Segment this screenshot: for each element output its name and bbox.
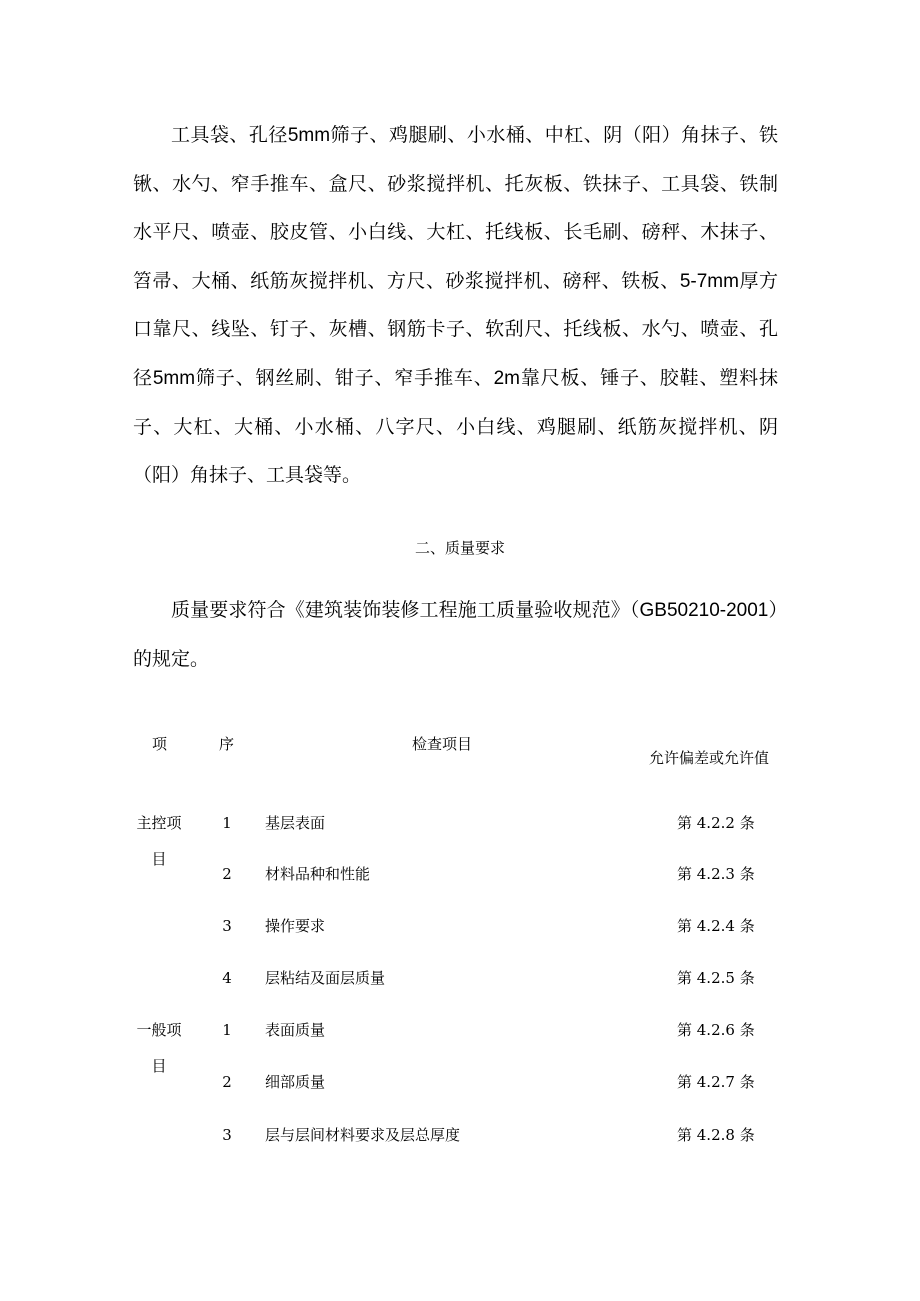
row-seq: 1 bbox=[222, 814, 232, 832]
quality-paragraph: 质量要求符合《建筑装饰装修工程施工质量验收规范》（GB50210-2001）的规定。 bbox=[133, 600, 778, 670]
row-check: 层粘结及面层质量 bbox=[265, 969, 386, 987]
row-check: 层与层间材料要求及层总厚度 bbox=[265, 1126, 461, 1144]
row-allowed: 第 4.2.4 条 bbox=[677, 917, 755, 935]
row-allowed: 第 4.2.2 条 bbox=[677, 814, 755, 832]
header-seq: 序 bbox=[219, 735, 235, 753]
row-check: 基层表面 bbox=[265, 814, 326, 832]
row-allowed: 第 4.2.7 条 bbox=[677, 1073, 755, 1091]
tools-paragraph: 工具袋、孔径5mm筛子、鸡腿刷、小水桶、中杠、阴（阳）角抹子、铁锹、水勺、窄手推车、盒尺、砂浆搅拌机、托灰板、铁抹子、工具袋、铁制水平尺、喷壶、胶皮管、小白线、大杠、托线板、长毛刷、磅秤、木抹子、笤帚、大桶、纸筋灰搅拌机、方尺、砂浆搅拌机、磅秤、铁板、5-7mm厚方口靠尺、线坠、钉子、灰槽、钢筋卡子、软刮尺、托线板、水勺、喷壶、孔径5mm筛子、钢丝刷、钳子、窄手推车、2m靠尺板、锤子、胶鞋、塑料抹子、大杠、大桶、小水桶、八字尺、小白线、鸡腿刷、纸筋灰搅拌机、阴（阳）角抹子、工具袋等。 bbox=[133, 125, 778, 487]
row-seq: 1 bbox=[222, 1021, 232, 1039]
row-seq: 2 bbox=[222, 865, 232, 883]
group-label-general: 一般项目 bbox=[136, 1021, 182, 1075]
row-allowed: 第 4.2.5 条 bbox=[677, 969, 755, 987]
row-check: 材料品种和性能 bbox=[265, 865, 371, 883]
row-seq: 4 bbox=[222, 969, 232, 987]
row-allowed: 第 4.2.3 条 bbox=[677, 865, 755, 883]
header-check: 检查项目 bbox=[412, 735, 473, 753]
row-seq: 2 bbox=[222, 1073, 232, 1091]
row-check: 操作要求 bbox=[265, 917, 326, 935]
row-seq: 3 bbox=[222, 1126, 232, 1144]
row-check: 表面质量 bbox=[265, 1021, 326, 1039]
row-check: 细部质量 bbox=[265, 1073, 326, 1091]
header-allowed: 允许偏差或允许值 bbox=[649, 749, 770, 767]
row-allowed: 第 4.2.6 条 bbox=[677, 1021, 755, 1039]
group-label-main: 主控项目 bbox=[136, 814, 182, 868]
section-heading: 二、质量要求 bbox=[414, 539, 505, 557]
row-allowed: 第 4.2.8 条 bbox=[677, 1126, 755, 1144]
header-item: 项 bbox=[152, 735, 168, 753]
row-seq: 3 bbox=[222, 917, 232, 935]
